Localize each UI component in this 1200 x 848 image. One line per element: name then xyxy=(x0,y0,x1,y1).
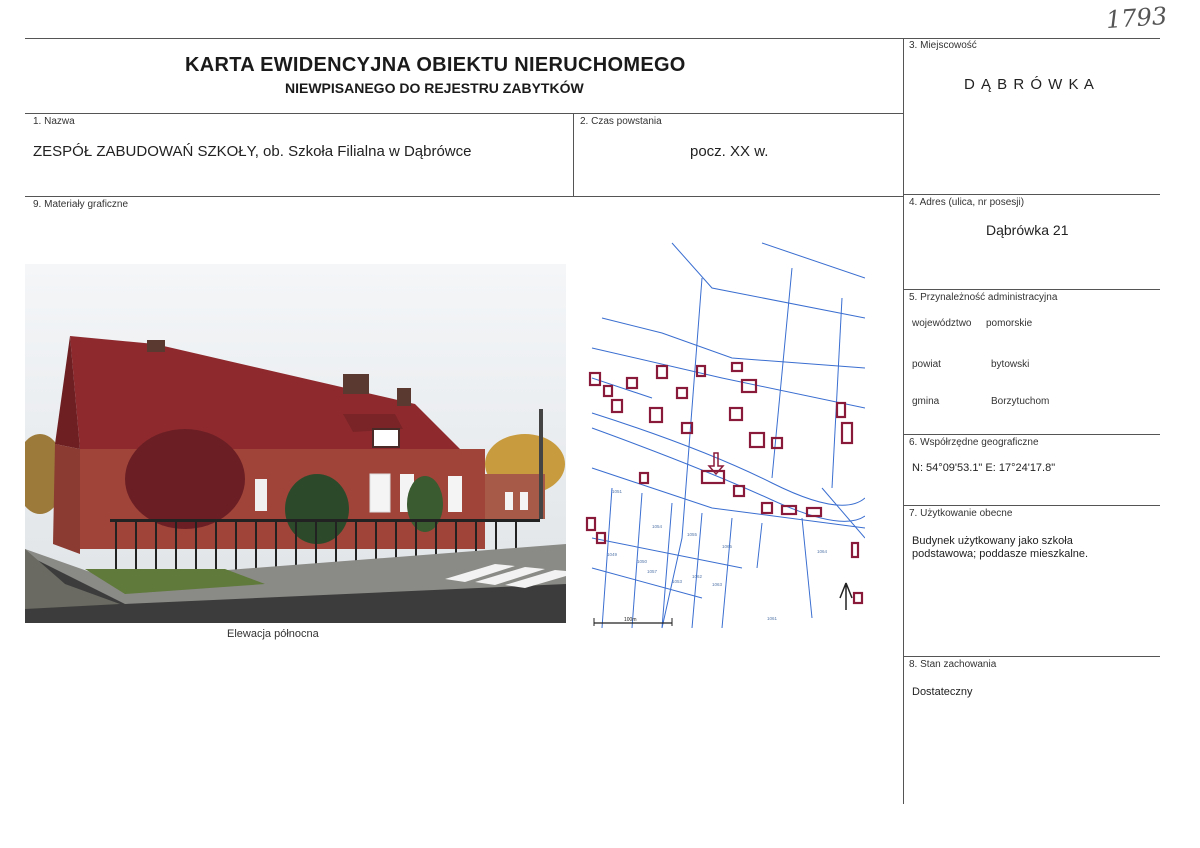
right-column-divider xyxy=(903,38,904,804)
header-divider xyxy=(25,113,903,114)
admin-label: 5. Przynależność administracyjna xyxy=(909,292,1058,303)
card-title: KARTA EWIDENCYJNA OBIEKTU NIERUCHOMEGO xyxy=(185,54,686,76)
card-subtitle: NIEWPISANEGO DO REJESTRU ZABYTKÓW xyxy=(285,80,584,96)
commune-label: gmina xyxy=(912,396,940,407)
locality-label: 3. Miejscowość xyxy=(909,40,977,51)
usage-line-1: Budynek użytkowany jako szkoła xyxy=(912,535,1073,547)
graphics-label: 9. Materiały graficzne xyxy=(33,199,129,210)
top-border xyxy=(25,38,1160,39)
parcel-label: 1055 xyxy=(687,532,698,537)
parcel-label: 1051 xyxy=(612,489,623,494)
parcel-label: 1053 xyxy=(672,579,683,584)
usage-line-2: podstawowa; poddasze mieszkalne. xyxy=(912,548,1089,560)
right-divider-3 xyxy=(903,434,1160,435)
county-label: powiat xyxy=(912,359,941,370)
parcel-label: 1057 xyxy=(647,569,658,574)
parcel-label: 1049 xyxy=(607,552,618,557)
map-scale-label: 100m xyxy=(624,617,637,623)
right-divider-2 xyxy=(903,289,1160,290)
voivodeship-label: województwo xyxy=(912,318,972,329)
commune-value: Borzytuchom xyxy=(991,396,1050,407)
usage-label: 7. Użytkowanie obecne xyxy=(909,508,1013,519)
parcel-label: 1064 xyxy=(817,549,828,554)
coords-label: 6. Współrzędne geograficzne xyxy=(909,437,1039,448)
name-row-divider xyxy=(25,196,903,197)
coords-value: N: 54°09'53.1" E: 17°24'17.8" xyxy=(912,462,1056,474)
parcel-label: 1061 xyxy=(767,616,778,621)
photo-caption: Elewacja północna xyxy=(227,628,319,640)
voivodeship-value: pomorskie xyxy=(986,318,1033,329)
parcel-label: 1050 xyxy=(637,559,648,564)
right-divider-1 xyxy=(903,194,1160,195)
county-value: bytowski xyxy=(991,359,1030,370)
building-photo xyxy=(25,264,566,623)
locality-value: D Ą B R Ó W K A xyxy=(964,76,1095,93)
parcel-label: 1063 xyxy=(712,582,723,587)
condition-value: Dostateczny xyxy=(912,686,973,698)
parcel-label: 1062 xyxy=(692,574,703,579)
date-value: pocz. XX w. xyxy=(690,143,769,160)
parcel-label: 1065 xyxy=(722,544,733,549)
name-date-divider xyxy=(573,113,574,196)
address-label: 4. Adres (ulica, nr posesji) xyxy=(909,197,1025,208)
right-divider-4 xyxy=(903,505,1160,506)
date-label: 2. Czas powstania xyxy=(580,116,662,127)
inventory-number: 1793 xyxy=(1105,1,1168,35)
condition-label: 8. Stan zachowania xyxy=(909,659,997,670)
right-divider-5 xyxy=(903,656,1160,657)
address-value: Dąbrówka 21 xyxy=(986,222,1069,238)
cadastral-map xyxy=(582,238,865,629)
parcel-label: 1054 xyxy=(652,524,663,529)
name-label: 1. Nazwa xyxy=(33,116,75,127)
name-value: ZESPÓŁ ZABUDOWAŃ SZKOŁY, ob. Szkoła Filialna w Dąbrówce xyxy=(33,143,472,160)
